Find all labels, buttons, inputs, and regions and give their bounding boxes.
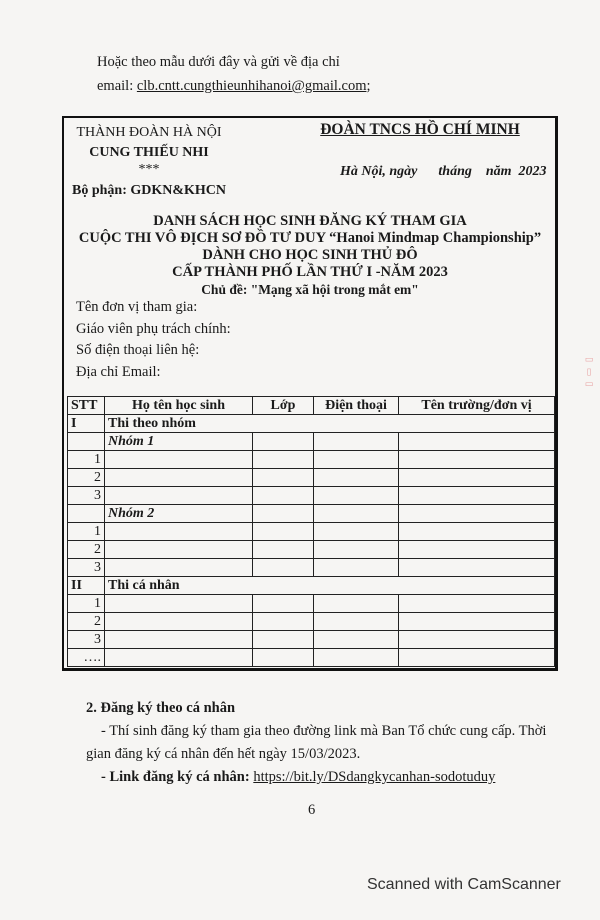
row-number: 2 bbox=[68, 541, 105, 559]
table-row bbox=[68, 523, 555, 541]
col-class: Lớp bbox=[253, 397, 314, 415]
org-name: THÀNH ĐOÀN HÀ NỘI bbox=[76, 125, 222, 140]
phone-cell[interactable] bbox=[314, 469, 399, 487]
email-suffix: ; bbox=[366, 78, 371, 94]
org-department: Bộ phận: GDKN&KHCN bbox=[72, 183, 227, 198]
org-stars: *** bbox=[138, 162, 160, 177]
school-cell[interactable] bbox=[399, 649, 555, 667]
phone-cell[interactable] bbox=[314, 595, 399, 613]
name-cell[interactable] bbox=[105, 595, 253, 613]
school-cell[interactable] bbox=[399, 595, 555, 613]
date-line: Hà Nội, ngày tháng năm 2023 bbox=[340, 164, 547, 179]
registration-table bbox=[67, 396, 555, 667]
title-line: DANH SÁCH HỌC SINH ĐĂNG KÝ THAM GIA bbox=[153, 213, 467, 229]
school-cell[interactable] bbox=[399, 613, 555, 631]
table-row bbox=[68, 613, 555, 631]
col-student-name: Họ tên học sinh bbox=[105, 397, 253, 415]
row-number: 3 bbox=[68, 487, 105, 505]
school-cell[interactable] bbox=[399, 523, 555, 541]
phone-cell[interactable] bbox=[314, 451, 399, 469]
class-cell[interactable] bbox=[253, 649, 314, 667]
section-number: II bbox=[68, 577, 105, 595]
table-row bbox=[68, 649, 555, 667]
table-row bbox=[68, 631, 555, 649]
info-fields bbox=[76, 297, 231, 383]
row-number: 3 bbox=[68, 631, 105, 649]
theme-line: Chủ đề: "Mạng xã hội trong mắt em" bbox=[201, 282, 419, 297]
row-number: 1 bbox=[68, 451, 105, 469]
title-line: CUỘC THI VÔ ĐỊCH SƠ ĐỒ TƯ DUY “Hanoi Mindmap Championship” bbox=[78, 230, 542, 246]
col-stt: STT bbox=[68, 397, 105, 415]
field-unit-name: Tên đơn vị tham gia: bbox=[76, 299, 198, 315]
section-row bbox=[68, 577, 555, 595]
paragraph-continued: gian đăng ký cá nhân đến hết ngày 15/03/2023. bbox=[86, 746, 361, 762]
name-cell[interactable] bbox=[105, 631, 253, 649]
field-email: Địa chỉ Email: bbox=[76, 363, 161, 380]
org-unit: CUNG THIẾU NHI bbox=[89, 145, 209, 160]
name-cell[interactable] bbox=[105, 559, 253, 577]
paragraph: - Thí sinh đăng ký tham gia theo đường link mà Ban Tổ chức cung cấp. Thời bbox=[101, 723, 547, 739]
red-stamp-mark: ▭ ▯ ▭ bbox=[585, 355, 595, 390]
school-cell[interactable] bbox=[399, 451, 555, 469]
email-label: email: bbox=[97, 78, 137, 94]
field-phone: Số điện thoại liên hệ: bbox=[76, 342, 200, 358]
section-row bbox=[68, 415, 555, 433]
link-label: - Link đăng ký cá nhân: bbox=[101, 769, 254, 785]
table-header-row bbox=[68, 397, 555, 415]
name-cell[interactable] bbox=[105, 541, 253, 559]
name-cell[interactable] bbox=[105, 469, 253, 487]
table-row bbox=[68, 451, 555, 469]
school-cell[interactable] bbox=[399, 541, 555, 559]
link-line bbox=[101, 766, 568, 789]
title-line: CẤP THÀNH PHỐ LẦN THỨ I -NĂM 2023 bbox=[172, 264, 448, 280]
group-label: Nhóm 1 bbox=[105, 433, 253, 451]
phone-cell[interactable] bbox=[314, 559, 399, 577]
org-header bbox=[74, 123, 224, 177]
col-school: Tên trường/đơn vị bbox=[399, 397, 555, 415]
name-cell[interactable] bbox=[105, 487, 253, 505]
name-cell[interactable] bbox=[105, 523, 253, 541]
group-label: Nhóm 2 bbox=[105, 505, 253, 523]
union-header: ĐOÀN TNCS HỒ CHÍ MINH bbox=[320, 121, 520, 138]
phone-cell[interactable] bbox=[314, 613, 399, 631]
page-number: 6 bbox=[308, 802, 316, 818]
group-row bbox=[68, 433, 555, 451]
row-ellipsis: …. bbox=[68, 649, 105, 667]
class-cell[interactable] bbox=[253, 469, 314, 487]
registration-link[interactable]: https://bit.ly/DSdangkycanhan-sodotuduy bbox=[253, 769, 496, 785]
class-cell[interactable] bbox=[253, 451, 314, 469]
group-row bbox=[68, 505, 555, 523]
section-label: Thi theo nhóm bbox=[105, 415, 555, 433]
class-cell[interactable] bbox=[253, 523, 314, 541]
title-line: DÀNH CHO HỌC SINH THỦ ĐÔ bbox=[202, 247, 418, 263]
row-number: 3 bbox=[68, 559, 105, 577]
phone-cell[interactable] bbox=[314, 649, 399, 667]
table-row bbox=[68, 559, 555, 577]
section-number: I bbox=[68, 415, 105, 433]
table-row bbox=[68, 541, 555, 559]
phone-cell[interactable] bbox=[314, 523, 399, 541]
row-number: 2 bbox=[68, 613, 105, 631]
name-cell[interactable] bbox=[105, 451, 253, 469]
phone-cell[interactable] bbox=[314, 487, 399, 505]
phone-cell[interactable] bbox=[314, 541, 399, 559]
name-cell[interactable] bbox=[105, 613, 253, 631]
school-cell[interactable] bbox=[399, 487, 555, 505]
row-number: 1 bbox=[68, 523, 105, 541]
table-row bbox=[68, 595, 555, 613]
col-phone: Điện thoại bbox=[314, 397, 399, 415]
school-cell[interactable] bbox=[399, 559, 555, 577]
class-cell[interactable] bbox=[253, 595, 314, 613]
name-cell[interactable] bbox=[105, 649, 253, 667]
intro-email-line bbox=[97, 76, 371, 96]
phone-cell[interactable] bbox=[314, 631, 399, 649]
table-row bbox=[68, 487, 555, 505]
intro-line: Hoặc theo mẫu dưới đây và gửi về địa chỉ bbox=[97, 54, 340, 70]
school-cell[interactable] bbox=[399, 631, 555, 649]
class-cell[interactable] bbox=[253, 541, 314, 559]
class-cell[interactable] bbox=[253, 613, 314, 631]
school-cell[interactable] bbox=[399, 469, 555, 487]
scanner-watermark: Scanned with CamScanner bbox=[367, 876, 561, 893]
row-number: 2 bbox=[68, 469, 105, 487]
row-number: 1 bbox=[68, 595, 105, 613]
class-cell[interactable] bbox=[253, 631, 314, 649]
form-title bbox=[62, 213, 558, 298]
class-cell[interactable] bbox=[253, 559, 314, 577]
section-heading: 2. Đăng ký theo cá nhân bbox=[86, 700, 236, 716]
section-label: Thi cá nhân bbox=[105, 577, 555, 595]
field-teacher: Giáo viên phụ trách chính: bbox=[76, 320, 231, 337]
class-cell[interactable] bbox=[253, 487, 314, 505]
table-row bbox=[68, 469, 555, 487]
email-link[interactable]: clb.cntt.cungthieunhihanoi@gmail.com bbox=[136, 78, 367, 94]
individual-registration-section bbox=[88, 697, 568, 789]
